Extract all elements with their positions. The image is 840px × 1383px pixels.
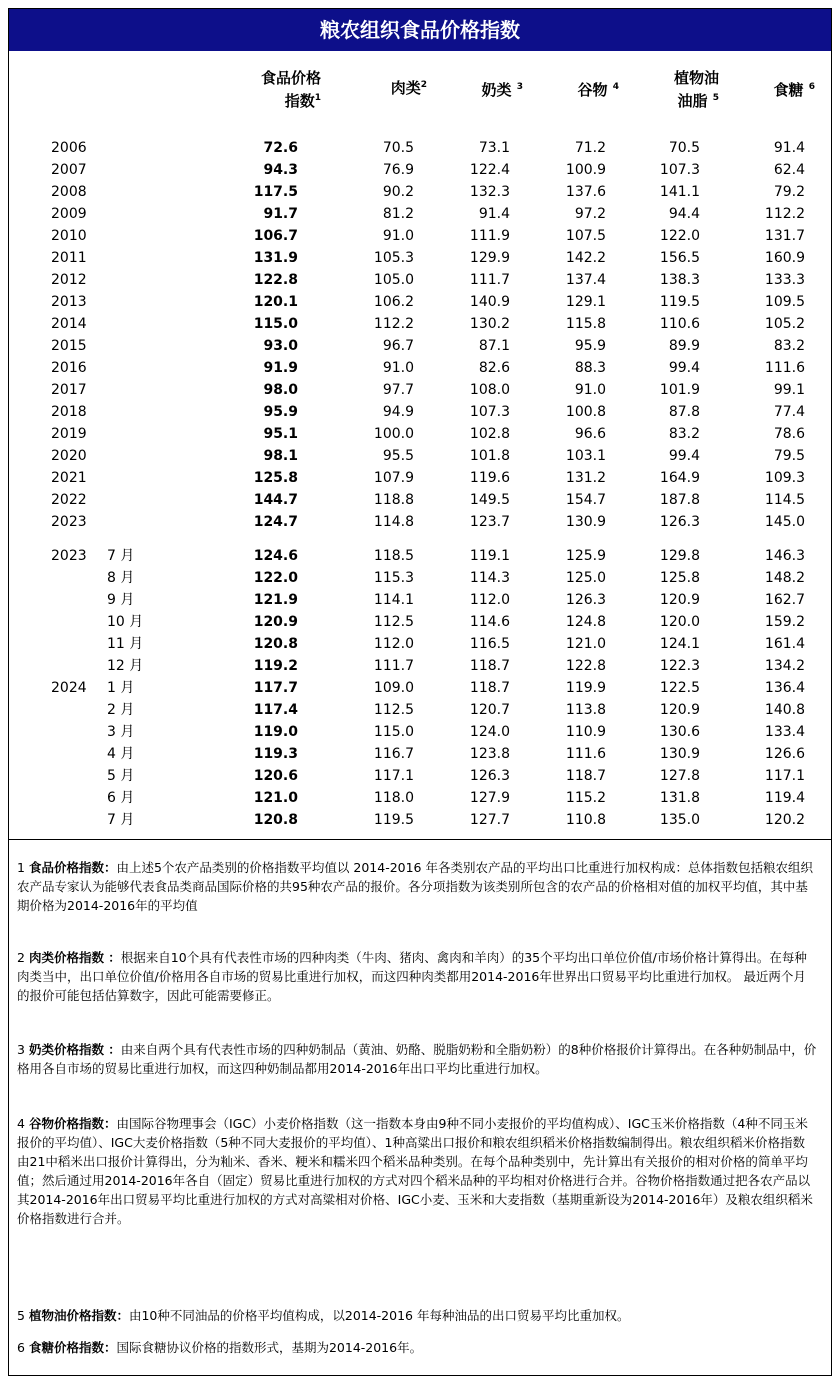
cell-ffpi: 95.1 [263, 426, 298, 442]
cell-meat: 115.3 [373, 570, 414, 586]
cell-year: 2009 [51, 206, 87, 222]
cell-ffpi: 93.0 [263, 338, 298, 354]
cell-year: 2023 [51, 548, 87, 564]
cell-sugar: 120.2 [764, 812, 805, 828]
cell-ffpi: 121.9 [253, 592, 298, 608]
table-row [9, 159, 831, 181]
cell-sugar: 79.2 [773, 184, 805, 200]
cell-meat: 112.5 [373, 614, 414, 630]
table-row [9, 445, 831, 467]
cell-dairy: 127.7 [469, 812, 510, 828]
cell-oils: 126.3 [659, 514, 700, 530]
cell-cereals: 154.7 [565, 492, 606, 508]
footnote-ref-1: 1 [314, 93, 321, 103]
cell-cereals: 119.9 [565, 680, 606, 696]
cell-ffpi: 72.6 [263, 140, 298, 156]
cell-ffpi: 124.6 [253, 548, 298, 564]
cell-sugar: 83.2 [773, 338, 805, 354]
cell-sugar: 109.5 [764, 294, 805, 310]
cell-oils: 122.3 [659, 658, 700, 674]
table-row [9, 203, 831, 225]
cell-ffpi: 120.1 [253, 294, 298, 310]
cell-meat: 111.7 [373, 658, 414, 674]
cell-dairy: 129.9 [469, 250, 510, 266]
cell-ffpi: 120.9 [253, 614, 298, 630]
cell-cereals: 71.2 [574, 140, 606, 156]
cell-meat: 114.8 [373, 514, 414, 530]
footnote-text: 根据来自10个具有代表性市场的四种肉类（牛肉、猪肉、禽肉和羊肉）的35个平均出口单位价值/市场价格计算得出。在每种肉类当中，出口单位价值/价格用各自市场的贸易比重进行加权，而这四种肉类都用2014-2016年世界出口贸易平均比重进行加权。 最近两个月的报价可能包括估算数字，因此可能需要修正。 [17, 950, 807, 1003]
cell-year: 2024 [51, 680, 87, 696]
cell-ffpi: 122.0 [253, 570, 298, 586]
cell-year: 2014 [51, 316, 87, 332]
cell-month: 12 月 [107, 658, 144, 674]
cell-dairy: 107.3 [469, 404, 510, 420]
cell-dairy: 127.9 [469, 790, 510, 806]
cell-oils: 187.8 [659, 492, 700, 508]
cell-meat: 100.0 [373, 426, 414, 442]
cell-month: 11 月 [107, 636, 144, 652]
footnote-number: 2 [17, 950, 25, 965]
cell-dairy: 111.7 [469, 272, 510, 288]
cell-meat: 112.2 [373, 316, 414, 332]
cell-dairy: 108.0 [469, 382, 510, 398]
header-meat-label: 肉类 [390, 79, 421, 97]
footnote-text: 由来自两个具有代表性市场的四种奶制品（黄油、奶酪、脱脂奶粉和全脂奶粉）的8种价格报价计算得出。在各种奶制品中，价格用各自市场的贸易比重进行加权，而这四种奶制品都用2014-2016年出口平均比重进行加权。 [17, 1042, 817, 1076]
cell-ffpi: 119.2 [253, 658, 298, 674]
cell-dairy: 123.8 [469, 746, 510, 762]
cell-cereals: 113.8 [565, 702, 606, 718]
table-row [9, 247, 831, 269]
cell-sugar: 117.1 [764, 768, 805, 784]
cell-meat: 117.1 [373, 768, 414, 784]
cell-meat: 105.0 [373, 272, 414, 288]
cell-cereals: 125.0 [565, 570, 606, 586]
cell-meat: 91.0 [382, 228, 414, 244]
cell-cereals: 121.0 [565, 636, 606, 652]
cell-oils: 110.6 [659, 316, 700, 332]
cell-dairy: 119.1 [469, 548, 510, 564]
cell-cereals: 124.8 [565, 614, 606, 630]
cell-dairy: 124.0 [469, 724, 510, 740]
cell-ffpi: 117.4 [253, 702, 298, 718]
cell-meat: 81.2 [382, 206, 414, 222]
cell-ffpi: 119.0 [253, 724, 298, 740]
cell-year: 2015 [51, 338, 87, 354]
cell-ffpi: 98.1 [263, 448, 298, 464]
cell-cereals: 107.5 [565, 228, 606, 244]
table-row [9, 379, 831, 401]
cell-sugar: 140.8 [764, 702, 805, 718]
cell-dairy: 132.3 [469, 184, 510, 200]
cell-sugar: 78.6 [773, 426, 805, 442]
cell-dairy: 102.8 [469, 426, 510, 442]
footnote-2 [17, 948, 817, 1005]
cell-sugar: 114.5 [764, 492, 805, 508]
cell-year: 2021 [51, 470, 87, 486]
header-food-price-index [233, 67, 321, 113]
cell-dairy: 73.1 [478, 140, 510, 156]
footnote-term: 食品价格指数： [28, 860, 117, 875]
cell-sugar: 126.6 [764, 746, 805, 762]
table-row [9, 335, 831, 357]
cell-sugar: 119.4 [764, 790, 805, 806]
cell-month: 7 月 [107, 812, 135, 828]
table-row [9, 589, 831, 611]
header-vegetable-oils [629, 67, 719, 113]
cell-year: 2017 [51, 382, 87, 398]
cell-oils: 94.4 [668, 206, 700, 222]
cell-sugar: 133.3 [764, 272, 805, 288]
cell-oils: 138.3 [659, 272, 700, 288]
cell-ffpi: 144.7 [253, 492, 298, 508]
cell-cereals: 137.6 [565, 184, 606, 200]
cell-dairy: 91.4 [478, 206, 510, 222]
cell-dairy: 114.6 [469, 614, 510, 630]
footnote-6 [17, 1338, 817, 1357]
cell-sugar: 148.2 [764, 570, 805, 586]
cell-sugar: 131.7 [764, 228, 805, 244]
cell-sugar: 77.4 [773, 404, 805, 420]
cell-meat: 91.0 [382, 360, 414, 376]
table-row [9, 225, 831, 247]
cell-sugar: 145.0 [764, 514, 805, 530]
cell-month: 10 月 [107, 614, 144, 630]
header-dairy-label: 奶类 [481, 81, 512, 99]
cell-sugar: 160.9 [764, 250, 805, 266]
header-dairy [439, 79, 523, 102]
cell-dairy: 149.5 [469, 492, 510, 508]
table-row [9, 721, 831, 743]
cell-year: 2011 [51, 250, 87, 266]
cell-meat: 96.7 [382, 338, 414, 354]
footnote-3 [17, 1040, 817, 1078]
footnote-text: 国际食糖协议价格的指数形式，基期为2014-2016年。 [116, 1340, 423, 1355]
cell-dairy: 119.6 [469, 470, 510, 486]
cell-cereals: 97.2 [574, 206, 606, 222]
table-row [9, 511, 831, 533]
cell-oils: 89.9 [668, 338, 700, 354]
footnote-4 [17, 1114, 817, 1228]
cell-oils: 127.8 [659, 768, 700, 784]
cell-cereals: 118.7 [565, 768, 606, 784]
cell-cereals: 126.3 [565, 592, 606, 608]
cell-year: 2012 [51, 272, 87, 288]
cell-cereals: 115.2 [565, 790, 606, 806]
cell-oils: 122.5 [659, 680, 700, 696]
cell-cereals: 100.9 [565, 162, 606, 178]
table-row [9, 401, 831, 423]
cell-meat: 90.2 [382, 184, 414, 200]
cell-year: 2018 [51, 404, 87, 420]
cell-cereals: 110.8 [565, 812, 606, 828]
header-ffpi-line1: 食品价格 [260, 69, 321, 87]
cell-sugar: 134.2 [764, 658, 805, 674]
cell-dairy: 116.5 [469, 636, 510, 652]
footnote-term: 植物油价格指数： [28, 1308, 129, 1323]
cell-oils: 125.8 [659, 570, 700, 586]
cell-cereals: 91.0 [574, 382, 606, 398]
cell-month: 5 月 [107, 768, 135, 784]
cell-sugar: 109.3 [764, 470, 805, 486]
cell-meat: 112.0 [373, 636, 414, 652]
cell-dairy: 130.2 [469, 316, 510, 332]
cell-sugar: 111.6 [764, 360, 805, 376]
cell-ffpi: 122.8 [253, 272, 298, 288]
footnote-number: 6 [17, 1340, 25, 1355]
cell-cereals: 130.9 [565, 514, 606, 530]
cell-dairy: 120.7 [469, 702, 510, 718]
cell-meat: 107.9 [373, 470, 414, 486]
cell-oils: 131.8 [659, 790, 700, 806]
cell-sugar: 79.5 [773, 448, 805, 464]
cell-oils: 107.3 [659, 162, 700, 178]
cell-year: 2023 [51, 514, 87, 530]
cell-sugar: 112.2 [764, 206, 805, 222]
footnote-ref-4: 4 [612, 82, 619, 92]
table-row [9, 467, 831, 489]
cell-oils: 156.5 [659, 250, 700, 266]
header-cereals-label: 谷物 [577, 81, 608, 99]
cell-ffpi: 124.7 [253, 514, 298, 530]
header-sugar-label: 食糖 [773, 81, 804, 99]
table-row [9, 137, 831, 159]
cell-year: 2020 [51, 448, 87, 464]
cell-cereals: 95.9 [574, 338, 606, 354]
cell-sugar: 105.2 [764, 316, 805, 332]
cell-cereals: 100.8 [565, 404, 606, 420]
cell-ffpi: 120.6 [253, 768, 298, 784]
table-row [9, 357, 831, 379]
cell-dairy: 112.0 [469, 592, 510, 608]
table-row [9, 291, 831, 313]
cell-ffpi: 120.8 [253, 636, 298, 652]
table-row [9, 633, 831, 655]
cell-year: 2007 [51, 162, 87, 178]
table-row [9, 765, 831, 787]
table-row [9, 489, 831, 511]
cell-year: 2006 [51, 140, 87, 156]
table-row [9, 699, 831, 721]
table-row [9, 677, 831, 699]
cell-sugar: 62.4 [773, 162, 805, 178]
cell-cereals: 111.6 [565, 746, 606, 762]
cell-ffpi: 91.9 [263, 360, 298, 376]
cell-year: 2008 [51, 184, 87, 200]
cell-meat: 116.7 [373, 746, 414, 762]
cell-oils: 120.0 [659, 614, 700, 630]
cell-ffpi: 98.0 [263, 382, 298, 398]
footnote-5 [17, 1306, 817, 1325]
cell-year: 2016 [51, 360, 87, 376]
footnote-1 [17, 858, 817, 915]
footnotes-section [9, 839, 831, 1376]
cell-meat: 95.5 [382, 448, 414, 464]
footnote-number: 3 [17, 1042, 25, 1057]
cell-meat: 94.9 [382, 404, 414, 420]
cell-ffpi: 119.3 [253, 746, 298, 762]
cell-oils: 101.9 [659, 382, 700, 398]
table-row [9, 809, 831, 831]
cell-month: 3 月 [107, 724, 135, 740]
cell-meat: 112.5 [373, 702, 414, 718]
cell-sugar: 136.4 [764, 680, 805, 696]
cell-cereals: 88.3 [574, 360, 606, 376]
cell-ffpi: 125.8 [253, 470, 298, 486]
cell-ffpi: 117.7 [253, 680, 298, 696]
cell-ffpi: 131.9 [253, 250, 298, 266]
cell-month: 9 月 [107, 592, 135, 608]
cell-year: 2013 [51, 294, 87, 310]
cell-cereals: 142.2 [565, 250, 606, 266]
cell-oils: 135.0 [659, 812, 700, 828]
cell-oils: 119.5 [659, 294, 700, 310]
footnote-text: 由国际谷物理事会（IGC）小麦价格指数（这一指数本身由9种不同小麦报价的平均值构成）、IGC玉米价格指数（4种不同玉米报价的平均值）、IGC大麦价格指数（5种不同大麦报价的平均值）、1种高粱出口报价和粮农组织稻米价格指数编制得出。粮农组织稻米价格指数由21中稻米出口报价计算得出，分为籼米、香米、粳米和糯米四个稻米品种类别。在每个品种类别中，先计算出有关报价的相对价格的简单平均值；然后通过用2014-2016年各自（固定）贸易比重进行加权的方式对四个稻米品种的平均相对价格进行合并。谷物价格指数通过把各农产品以其2014-2016年出口贸易平均比重进行加权的方式对高粱相对价格、IGC小麦、玉米和大麦指数（基期重新设为2014-2016年）及粮农组织稻米价格指数进行合并。 [17, 1116, 813, 1226]
cell-oils: 120.9 [659, 702, 700, 718]
footnote-number: 1 [17, 860, 25, 875]
header-ffpi-line2: 指数 [284, 92, 315, 110]
cell-oils: 99.4 [668, 360, 700, 376]
page-title: 粮农组织食品价格指数 [9, 9, 831, 51]
cell-cereals: 131.2 [565, 470, 606, 486]
cell-ffpi: 91.7 [263, 206, 298, 222]
cell-cereals: 110.9 [565, 724, 606, 740]
cell-ffpi: 95.9 [263, 404, 298, 420]
cell-meat: 114.1 [373, 592, 414, 608]
footnote-text: 由上述5个农产品类别的价格指数平均值以 2014-2016 年各类别农产品的平均出口比重进行加权构成：总体指数包括粮农组织农产品专家认为能够代表食品类商品国际价格的共95种农产品的报价。各分项指数为该类别所包含的农产品的价格相对值的加权平均值，其中基期价格为2014-2016年的平均值 [17, 860, 813, 913]
cell-cereals: 137.4 [565, 272, 606, 288]
cell-oils: 124.1 [659, 636, 700, 652]
cell-cereals: 115.8 [565, 316, 606, 332]
table-row [9, 743, 831, 765]
cell-year: 2010 [51, 228, 87, 244]
table-row [9, 181, 831, 203]
cell-dairy: 118.7 [469, 658, 510, 674]
cell-meat: 118.0 [373, 790, 414, 806]
footnote-ref-2: 2 [420, 80, 427, 90]
cell-sugar: 146.3 [764, 548, 805, 564]
cell-sugar: 91.4 [773, 140, 805, 156]
cell-oils: 164.9 [659, 470, 700, 486]
cell-sugar: 99.1 [773, 382, 805, 398]
cell-sugar: 159.2 [764, 614, 805, 630]
footnote-number: 5 [17, 1308, 25, 1323]
cell-cereals: 129.1 [565, 294, 606, 310]
cell-ffpi: 117.5 [253, 184, 298, 200]
table-row [9, 313, 831, 335]
header-meat [349, 77, 427, 100]
cell-month: 4 月 [107, 746, 135, 762]
cell-meat: 115.0 [373, 724, 414, 740]
table-row [9, 787, 831, 809]
footnote-term: 肉类价格指数 ： [28, 950, 121, 965]
cell-meat: 106.2 [373, 294, 414, 310]
table-row [9, 269, 831, 291]
footnote-term: 食糖价格指数： [28, 1340, 117, 1355]
cell-sugar: 162.7 [764, 592, 805, 608]
cell-ffpi: 120.8 [253, 812, 298, 828]
header-cereals [539, 79, 619, 102]
footnote-term: 奶类价格指数 ： [28, 1042, 121, 1057]
cell-meat: 105.3 [373, 250, 414, 266]
cell-meat: 118.5 [373, 548, 414, 564]
cell-oils: 130.9 [659, 746, 700, 762]
table-frame [8, 8, 832, 1376]
cell-oils: 83.2 [668, 426, 700, 442]
table-row [9, 423, 831, 445]
cell-sugar: 133.4 [764, 724, 805, 740]
cell-meat: 97.7 [382, 382, 414, 398]
cell-month: 8 月 [107, 570, 135, 586]
cell-oils: 130.6 [659, 724, 700, 740]
cell-dairy: 111.9 [469, 228, 510, 244]
footnote-text: 由10种不同油品的价格平均值构成，以2014-2016 年每种油品的出口贸易平均比重加权。 [128, 1308, 630, 1323]
table-row [9, 655, 831, 677]
cell-sugar: 161.4 [764, 636, 805, 652]
cell-oils: 129.8 [659, 548, 700, 564]
cell-dairy: 87.1 [478, 338, 510, 354]
cell-oils: 87.8 [668, 404, 700, 420]
cell-meat: 76.9 [382, 162, 414, 178]
cell-ffpi: 115.0 [253, 316, 298, 332]
cell-cereals: 96.6 [574, 426, 606, 442]
cell-dairy: 126.3 [469, 768, 510, 784]
cell-ffpi: 94.3 [263, 162, 298, 178]
footnote-ref-6: 6 [808, 82, 815, 92]
cell-oils: 99.4 [668, 448, 700, 464]
cell-dairy: 123.7 [469, 514, 510, 530]
cell-oils: 120.9 [659, 592, 700, 608]
header-oils-line2: 油脂 [677, 92, 708, 110]
cell-ffpi: 121.0 [253, 790, 298, 806]
cell-cereals: 125.9 [565, 548, 606, 564]
cell-cereals: 103.1 [565, 448, 606, 464]
table-row [9, 611, 831, 633]
cell-month: 2 月 [107, 702, 135, 718]
cell-meat: 70.5 [382, 140, 414, 156]
header-sugar [727, 79, 815, 102]
footnote-ref-5: 5 [712, 93, 719, 103]
table-row [9, 545, 831, 567]
cell-meat: 109.0 [373, 680, 414, 696]
cell-year: 2019 [51, 426, 87, 442]
cell-dairy: 82.6 [478, 360, 510, 376]
cell-dairy: 122.4 [469, 162, 510, 178]
footnote-number: 4 [17, 1116, 25, 1131]
cell-dairy: 140.9 [469, 294, 510, 310]
cell-year: 2022 [51, 492, 87, 508]
header-oils-line1: 植物油 [673, 69, 719, 87]
cell-oils: 141.1 [659, 184, 700, 200]
cell-meat: 118.8 [373, 492, 414, 508]
cell-month: 7 月 [107, 548, 135, 564]
cell-dairy: 118.7 [469, 680, 510, 696]
cell-month: 6 月 [107, 790, 135, 806]
cell-dairy: 101.8 [469, 448, 510, 464]
cell-cereals: 122.8 [565, 658, 606, 674]
cell-meat: 119.5 [373, 812, 414, 828]
cell-dairy: 114.3 [469, 570, 510, 586]
cell-oils: 122.0 [659, 228, 700, 244]
cell-ffpi: 106.7 [253, 228, 298, 244]
footnote-ref-3: 3 [516, 82, 523, 92]
cell-oils: 70.5 [668, 140, 700, 156]
footnote-term: 谷物价格指数： [28, 1116, 117, 1131]
cell-month: 1 月 [107, 680, 135, 696]
table-row [9, 567, 831, 589]
